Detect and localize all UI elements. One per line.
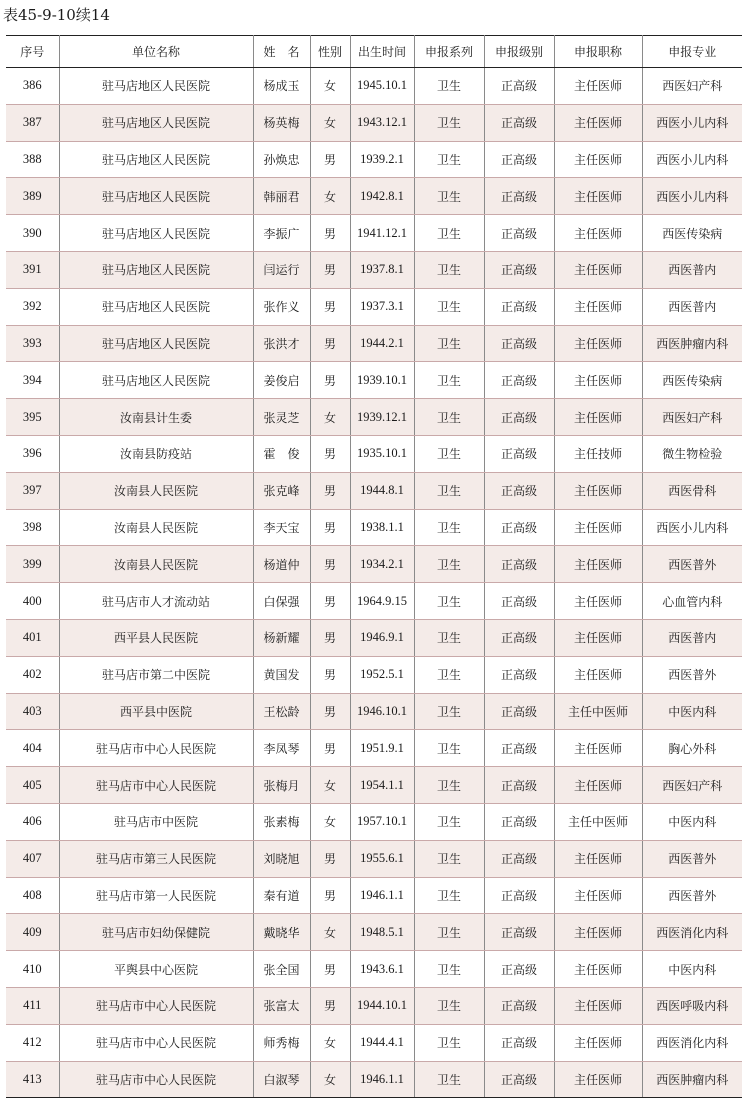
cell-specialty: 西医消化内科 [642, 1024, 742, 1061]
cell-level: 正高级 [484, 251, 554, 288]
cell-level: 正高级 [484, 583, 554, 620]
cell-title: 主任医师 [554, 178, 642, 215]
cell-serial: 396 [6, 435, 59, 472]
cell-serial: 408 [6, 877, 59, 914]
cell-specialty: 西医妇产科 [642, 68, 742, 105]
cell-name: 孙焕忠 [253, 141, 310, 178]
cell-unit: 驻马店市中心人民医院 [59, 1061, 253, 1098]
cell-title: 主任医师 [554, 583, 642, 620]
table-row [6, 472, 742, 509]
cell-title: 主任医师 [554, 362, 642, 399]
cell-title: 主任医师 [554, 987, 642, 1024]
cell-name: 黄国发 [253, 656, 310, 693]
cell-unit: 驻马店市中心人民医院 [59, 987, 253, 1024]
cell-unit: 驻马店市中心人民医院 [59, 767, 253, 804]
cell-birth: 1952.5.1 [350, 656, 414, 693]
cell-serial: 394 [6, 362, 59, 399]
cell-unit: 西平县人民医院 [59, 619, 253, 656]
cell-gender: 男 [310, 619, 350, 656]
cell-title: 主任医师 [554, 288, 642, 325]
cell-name: 张作义 [253, 288, 310, 325]
cell-series: 卫生 [414, 840, 484, 877]
cell-specialty: 西医妇产科 [642, 767, 742, 804]
header-gender: 性别 [310, 36, 350, 68]
cell-series: 卫生 [414, 288, 484, 325]
cell-specialty: 西医普外 [642, 840, 742, 877]
cell-serial: 411 [6, 987, 59, 1024]
cell-level: 正高级 [484, 509, 554, 546]
cell-specialty: 西医普外 [642, 656, 742, 693]
cell-unit: 驻马店市中医院 [59, 803, 253, 840]
cell-level: 正高级 [484, 104, 554, 141]
cell-title: 主任技师 [554, 435, 642, 472]
cell-serial: 402 [6, 656, 59, 693]
table-row [6, 251, 742, 288]
cell-title: 主任医师 [554, 840, 642, 877]
cell-level: 正高级 [484, 472, 554, 509]
cell-unit: 驻马店地区人民医院 [59, 215, 253, 252]
cell-name: 杨成玉 [253, 68, 310, 105]
cell-gender: 男 [310, 656, 350, 693]
cell-unit: 驻马店地区人民医院 [59, 288, 253, 325]
cell-name: 杨道仲 [253, 546, 310, 583]
cell-title: 主任医师 [554, 141, 642, 178]
cell-birth: 1957.10.1 [350, 803, 414, 840]
cell-gender: 男 [310, 251, 350, 288]
cell-gender: 女 [310, 178, 350, 215]
table-row [6, 68, 742, 105]
cell-gender: 女 [310, 104, 350, 141]
cell-title: 主任医师 [554, 767, 642, 804]
cell-specialty: 西医普内 [642, 251, 742, 288]
cell-series: 卫生 [414, 619, 484, 656]
cell-serial: 413 [6, 1061, 59, 1098]
cell-title: 主任医师 [554, 472, 642, 509]
cell-title: 主任医师 [554, 399, 642, 436]
cell-unit: 驻马店地区人民医院 [59, 141, 253, 178]
cell-series: 卫生 [414, 399, 484, 436]
cell-serial: 390 [6, 215, 59, 252]
table-row [6, 509, 742, 546]
cell-serial: 391 [6, 251, 59, 288]
cell-serial: 405 [6, 767, 59, 804]
cell-birth: 1937.3.1 [350, 288, 414, 325]
cell-name: 韩丽君 [253, 178, 310, 215]
cell-name: 刘晓旭 [253, 840, 310, 877]
cell-name: 张全国 [253, 951, 310, 988]
table-row [6, 362, 742, 399]
table-row [6, 656, 742, 693]
cell-series: 卫生 [414, 325, 484, 362]
cell-unit: 西平县中医院 [59, 693, 253, 730]
cell-serial: 393 [6, 325, 59, 362]
cell-name: 秦有道 [253, 877, 310, 914]
cell-name: 姜俊启 [253, 362, 310, 399]
cell-name: 张素梅 [253, 803, 310, 840]
cell-unit: 驻马店市第一人民医院 [59, 877, 253, 914]
cell-unit: 驻马店地区人民医院 [59, 362, 253, 399]
cell-gender: 男 [310, 730, 350, 767]
cell-name: 张富太 [253, 987, 310, 1024]
cell-title: 主任医师 [554, 215, 642, 252]
cell-specialty: 西医传染病 [642, 215, 742, 252]
cell-birth: 1946.1.1 [350, 877, 414, 914]
cell-unit: 驻马店市第二中医院 [59, 656, 253, 693]
cell-title: 主任医师 [554, 1061, 642, 1098]
cell-title: 主任医师 [554, 509, 642, 546]
table-row [6, 840, 742, 877]
cell-birth: 1938.1.1 [350, 509, 414, 546]
cell-series: 卫生 [414, 68, 484, 105]
cell-birth: 1939.2.1 [350, 141, 414, 178]
cell-serial: 409 [6, 914, 59, 951]
cell-title: 主任医师 [554, 1024, 642, 1061]
cell-unit: 驻马店地区人民医院 [59, 251, 253, 288]
cell-birth: 1946.1.1 [350, 1061, 414, 1098]
cell-series: 卫生 [414, 472, 484, 509]
table-row [6, 693, 742, 730]
table-row [6, 767, 742, 804]
table-row [6, 730, 742, 767]
cell-series: 卫生 [414, 435, 484, 472]
cell-title: 主任中医师 [554, 693, 642, 730]
cell-level: 正高级 [484, 914, 554, 951]
cell-serial: 388 [6, 141, 59, 178]
cell-name: 张梅月 [253, 767, 310, 804]
cell-specialty: 中医内科 [642, 693, 742, 730]
header-specialty: 申报专业 [642, 36, 742, 68]
table-row [6, 435, 742, 472]
cell-specialty: 西医普内 [642, 619, 742, 656]
cell-birth: 1945.10.1 [350, 68, 414, 105]
cell-unit: 驻马店市中心人民医院 [59, 1024, 253, 1061]
cell-gender: 女 [310, 767, 350, 804]
cell-gender: 女 [310, 914, 350, 951]
cell-serial: 398 [6, 509, 59, 546]
cell-birth: 1944.2.1 [350, 325, 414, 362]
cell-specialty: 西医传染病 [642, 362, 742, 399]
cell-unit: 驻马店地区人民医院 [59, 178, 253, 215]
cell-level: 正高级 [484, 546, 554, 583]
cell-series: 卫生 [414, 546, 484, 583]
header-serial: 序号 [6, 36, 59, 68]
cell-series: 卫生 [414, 251, 484, 288]
cell-birth: 1941.12.1 [350, 215, 414, 252]
cell-birth: 1944.10.1 [350, 987, 414, 1024]
cell-gender: 男 [310, 215, 350, 252]
cell-serial: 401 [6, 619, 59, 656]
cell-specialty: 西医消化内科 [642, 914, 742, 951]
table-row [6, 215, 742, 252]
cell-level: 正高级 [484, 840, 554, 877]
cell-level: 正高级 [484, 619, 554, 656]
cell-series: 卫生 [414, 914, 484, 951]
cell-serial: 407 [6, 840, 59, 877]
cell-series: 卫生 [414, 1024, 484, 1061]
cell-title: 主任医师 [554, 619, 642, 656]
cell-level: 正高级 [484, 656, 554, 693]
cell-serial: 400 [6, 583, 59, 620]
cell-level: 正高级 [484, 325, 554, 362]
cell-birth: 1939.10.1 [350, 362, 414, 399]
cell-level: 正高级 [484, 987, 554, 1024]
table-row [6, 877, 742, 914]
cell-level: 正高级 [484, 68, 554, 105]
cell-level: 正高级 [484, 877, 554, 914]
cell-serial: 403 [6, 693, 59, 730]
cell-serial: 399 [6, 546, 59, 583]
cell-birth: 1946.9.1 [350, 619, 414, 656]
table-caption: 表45-9-10续14 [3, 6, 110, 24]
cell-level: 正高级 [484, 951, 554, 988]
cell-specialty: 西医小儿内科 [642, 104, 742, 141]
cell-series: 卫生 [414, 656, 484, 693]
cell-gender: 男 [310, 877, 350, 914]
cell-name: 白淑琴 [253, 1061, 310, 1098]
cell-birth: 1943.12.1 [350, 104, 414, 141]
cell-birth: 1955.6.1 [350, 840, 414, 877]
cell-title: 主任医师 [554, 68, 642, 105]
cell-birth: 1964.9.15 [350, 583, 414, 620]
cell-level: 正高级 [484, 1024, 554, 1061]
cell-title: 主任医师 [554, 104, 642, 141]
table-row [6, 399, 742, 436]
table-row [6, 583, 742, 620]
table-header-row [6, 36, 742, 68]
cell-specialty: 西医普外 [642, 877, 742, 914]
cell-name: 白保强 [253, 583, 310, 620]
cell-level: 正高级 [484, 803, 554, 840]
header-name: 姓 名 [253, 36, 310, 68]
cell-gender: 男 [310, 693, 350, 730]
cell-specialty: 中医内科 [642, 803, 742, 840]
cell-name: 李凤琴 [253, 730, 310, 767]
cell-level: 正高级 [484, 288, 554, 325]
cell-serial: 392 [6, 288, 59, 325]
cell-gender: 男 [310, 288, 350, 325]
cell-specialty: 西医骨科 [642, 472, 742, 509]
cell-birth: 1946.10.1 [350, 693, 414, 730]
cell-serial: 406 [6, 803, 59, 840]
cell-serial: 386 [6, 68, 59, 105]
cell-series: 卫生 [414, 215, 484, 252]
cell-birth: 1948.5.1 [350, 914, 414, 951]
cell-serial: 395 [6, 399, 59, 436]
cell-name: 闫运行 [253, 251, 310, 288]
cell-birth: 1935.10.1 [350, 435, 414, 472]
cell-name: 戴晓华 [253, 914, 310, 951]
cell-unit: 驻马店地区人民医院 [59, 325, 253, 362]
cell-specialty: 西医小儿内科 [642, 509, 742, 546]
cell-level: 正高级 [484, 362, 554, 399]
cell-gender: 男 [310, 472, 350, 509]
cell-specialty: 西医肿瘤内科 [642, 325, 742, 362]
cell-gender: 男 [310, 840, 350, 877]
table-row [6, 178, 742, 215]
cell-gender: 男 [310, 546, 350, 583]
cell-serial: 412 [6, 1024, 59, 1061]
cell-unit: 驻马店市人才流动站 [59, 583, 253, 620]
cell-series: 卫生 [414, 362, 484, 399]
cell-birth: 1944.4.1 [350, 1024, 414, 1061]
cell-level: 正高级 [484, 693, 554, 730]
cell-specialty: 西医肿瘤内科 [642, 1061, 742, 1098]
cell-series: 卫生 [414, 509, 484, 546]
cell-unit: 平舆县中心医院 [59, 951, 253, 988]
cell-level: 正高级 [484, 399, 554, 436]
cell-series: 卫生 [414, 693, 484, 730]
table-row [6, 914, 742, 951]
cell-series: 卫生 [414, 767, 484, 804]
cell-birth: 1939.12.1 [350, 399, 414, 436]
cell-serial: 397 [6, 472, 59, 509]
header-series: 申报系列 [414, 36, 484, 68]
table-row [6, 141, 742, 178]
table-row [6, 619, 742, 656]
header-level: 申报级别 [484, 36, 554, 68]
cell-serial: 410 [6, 951, 59, 988]
cell-specialty: 西医呼吸内科 [642, 987, 742, 1024]
header-unit: 单位名称 [59, 36, 253, 68]
cell-title: 主任医师 [554, 730, 642, 767]
cell-title: 主任医师 [554, 325, 642, 362]
cell-name: 师秀梅 [253, 1024, 310, 1061]
cell-unit: 驻马店地区人民医院 [59, 104, 253, 141]
cell-gender: 男 [310, 435, 350, 472]
cell-birth: 1943.6.1 [350, 951, 414, 988]
cell-level: 正高级 [484, 178, 554, 215]
cell-gender: 男 [310, 362, 350, 399]
cell-specialty: 微生物检验 [642, 435, 742, 472]
cell-birth: 1944.8.1 [350, 472, 414, 509]
cell-gender: 男 [310, 951, 350, 988]
cell-specialty: 胸心外科 [642, 730, 742, 767]
cell-name: 张洪才 [253, 325, 310, 362]
cell-series: 卫生 [414, 730, 484, 767]
cell-series: 卫生 [414, 583, 484, 620]
cell-gender: 男 [310, 141, 350, 178]
cell-birth: 1951.9.1 [350, 730, 414, 767]
cell-series: 卫生 [414, 141, 484, 178]
table-row [6, 288, 742, 325]
table-row [6, 104, 742, 141]
personnel-table [6, 35, 742, 1098]
cell-gender: 男 [310, 987, 350, 1024]
cell-title: 主任医师 [554, 877, 642, 914]
cell-specialty: 西医小儿内科 [642, 178, 742, 215]
table-row [6, 987, 742, 1024]
cell-level: 正高级 [484, 435, 554, 472]
cell-unit: 驻马店市第三人民医院 [59, 840, 253, 877]
cell-title: 主任中医师 [554, 803, 642, 840]
table-row [6, 951, 742, 988]
cell-specialty: 西医普内 [642, 288, 742, 325]
cell-unit: 驻马店地区人民医院 [59, 68, 253, 105]
cell-title: 主任医师 [554, 546, 642, 583]
cell-unit: 汝南县防疫站 [59, 435, 253, 472]
cell-gender: 男 [310, 583, 350, 620]
cell-level: 正高级 [484, 141, 554, 178]
cell-series: 卫生 [414, 877, 484, 914]
cell-gender: 男 [310, 325, 350, 362]
cell-title: 主任医师 [554, 251, 642, 288]
cell-birth: 1937.8.1 [350, 251, 414, 288]
cell-specialty: 西医普外 [642, 546, 742, 583]
table-row [6, 1024, 742, 1061]
header-title: 申报职称 [554, 36, 642, 68]
cell-serial: 387 [6, 104, 59, 141]
cell-name: 杨英梅 [253, 104, 310, 141]
cell-specialty: 西医小儿内科 [642, 141, 742, 178]
cell-series: 卫生 [414, 178, 484, 215]
cell-unit: 驻马店市中心人民医院 [59, 730, 253, 767]
cell-gender: 女 [310, 68, 350, 105]
cell-name: 李天宝 [253, 509, 310, 546]
cell-gender: 女 [310, 399, 350, 436]
cell-series: 卫生 [414, 1061, 484, 1098]
table-row [6, 803, 742, 840]
cell-birth: 1954.1.1 [350, 767, 414, 804]
cell-unit: 驻马店市妇幼保健院 [59, 914, 253, 951]
cell-name: 李振广 [253, 215, 310, 252]
cell-series: 卫生 [414, 951, 484, 988]
cell-level: 正高级 [484, 215, 554, 252]
cell-birth: 1934.2.1 [350, 546, 414, 583]
cell-title: 主任医师 [554, 914, 642, 951]
cell-title: 主任医师 [554, 656, 642, 693]
cell-gender: 女 [310, 1024, 350, 1061]
cell-gender: 男 [310, 509, 350, 546]
cell-unit: 汝南县人民医院 [59, 509, 253, 546]
cell-level: 正高级 [484, 1061, 554, 1098]
cell-name: 霍 俊 [253, 435, 310, 472]
cell-name: 王松龄 [253, 693, 310, 730]
header-birth: 出生时间 [350, 36, 414, 68]
cell-specialty: 心血管内科 [642, 583, 742, 620]
cell-specialty: 中医内科 [642, 951, 742, 988]
cell-name: 张克峰 [253, 472, 310, 509]
table-row [6, 325, 742, 362]
cell-birth: 1942.8.1 [350, 178, 414, 215]
cell-gender: 女 [310, 803, 350, 840]
cell-unit: 汝南县计生委 [59, 399, 253, 436]
cell-series: 卫生 [414, 987, 484, 1024]
cell-series: 卫生 [414, 104, 484, 141]
cell-unit: 汝南县人民医院 [59, 546, 253, 583]
cell-gender: 女 [310, 1061, 350, 1098]
cell-level: 正高级 [484, 767, 554, 804]
cell-series: 卫生 [414, 803, 484, 840]
cell-level: 正高级 [484, 730, 554, 767]
table-body [6, 68, 742, 1098]
cell-specialty: 西医妇产科 [642, 399, 742, 436]
table-row [6, 546, 742, 583]
cell-serial: 404 [6, 730, 59, 767]
cell-name: 张灵芝 [253, 399, 310, 436]
cell-unit: 汝南县人民医院 [59, 472, 253, 509]
table-row [6, 1061, 742, 1098]
cell-serial: 389 [6, 178, 59, 215]
cell-title: 主任医师 [554, 951, 642, 988]
cell-name: 杨新耀 [253, 619, 310, 656]
